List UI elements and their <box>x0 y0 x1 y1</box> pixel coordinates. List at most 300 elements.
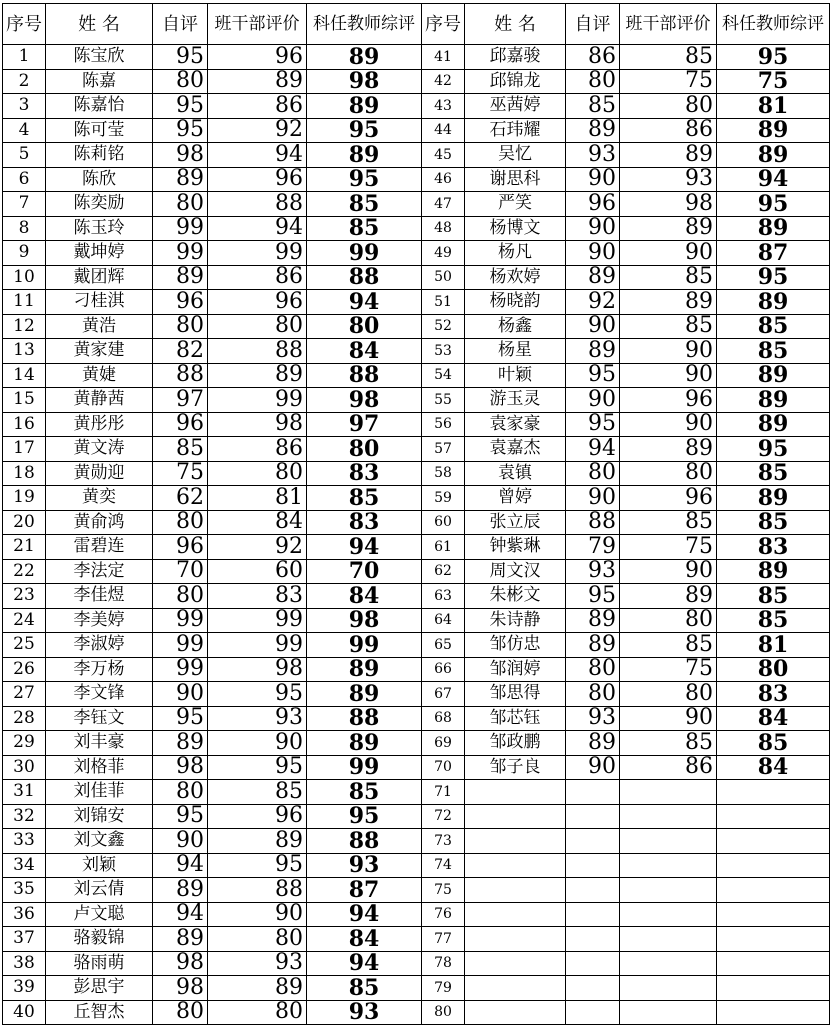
self-score-left: 99 <box>153 633 208 658</box>
teacher-score-right: 75 <box>717 69 830 94</box>
table-row <box>3 731 830 756</box>
teacher-score-left: 85 <box>307 780 422 805</box>
row-number-left: 37 <box>3 927 46 952</box>
row-number-right: 76 <box>422 902 465 927</box>
self-score-left: 95 <box>153 45 208 70</box>
row-number-right: 71 <box>422 780 465 805</box>
student-name-right: 张立辰 <box>465 510 566 535</box>
self-score-left: 90 <box>153 682 208 707</box>
self-score-left: 88 <box>153 363 208 388</box>
cadre-score-right: 75 <box>620 657 717 682</box>
self-score-right: 88 <box>566 510 620 535</box>
self-score-right <box>566 951 620 976</box>
teacher-score-right: 89 <box>717 216 830 241</box>
self-score-right: 89 <box>566 339 620 364</box>
cadre-score-right: 90 <box>620 559 717 584</box>
row-number-right: 60 <box>422 510 465 535</box>
cadre-score-left: 93 <box>208 706 307 731</box>
cadre-score-left: 88 <box>208 339 307 364</box>
self-score-left: 89 <box>153 878 208 903</box>
row-number-left: 39 <box>3 976 46 1001</box>
table-row <box>3 167 830 192</box>
teacher-score-right: 85 <box>717 584 830 609</box>
table-row <box>3 584 830 609</box>
teacher-score-left: 93 <box>307 1000 422 1025</box>
cadre-score-left: 96 <box>208 290 307 315</box>
teacher-score-right: 85 <box>717 608 830 633</box>
self-score-left: 70 <box>153 559 208 584</box>
student-name-left: 陈宝欣 <box>46 45 153 70</box>
self-score-right: 94 <box>566 437 620 462</box>
row-number-right: 55 <box>422 388 465 413</box>
header-cadre-left: 班干部评价 <box>208 4 307 45</box>
table-row <box>3 976 830 1001</box>
cadre-score-right: 85 <box>620 265 717 290</box>
teacher-score-right: 84 <box>717 755 830 780</box>
cadre-score-left: 86 <box>208 94 307 119</box>
cadre-score-right <box>620 902 717 927</box>
student-name-right <box>465 902 566 927</box>
row-number-left: 32 <box>3 804 46 829</box>
self-score-right: 95 <box>566 412 620 437</box>
cadre-score-left: 88 <box>208 878 307 903</box>
student-name-left: 李钰文 <box>46 706 153 731</box>
student-name-right <box>465 976 566 1001</box>
row-number-right: 49 <box>422 241 465 266</box>
cadre-score-left: 90 <box>208 731 307 756</box>
row-number-left: 31 <box>3 780 46 805</box>
cadre-score-left: 94 <box>208 216 307 241</box>
student-name-left: 骆雨萌 <box>46 951 153 976</box>
cadre-score-right <box>620 878 717 903</box>
self-score-right <box>566 829 620 854</box>
header-teacher-right: 科任教师综评 <box>717 4 830 45</box>
table-row <box>3 706 830 731</box>
teacher-score-right <box>717 927 830 952</box>
cadre-score-right: 89 <box>620 437 717 462</box>
row-number-left: 38 <box>3 951 46 976</box>
cadre-score-right: 89 <box>620 216 717 241</box>
student-name-right: 邹思得 <box>465 682 566 707</box>
row-number-right: 72 <box>422 804 465 829</box>
row-number-right: 73 <box>422 829 465 854</box>
student-name-right: 石玮耀 <box>465 118 566 143</box>
cadre-score-right: 96 <box>620 486 717 511</box>
teacher-score-left: 88 <box>307 265 422 290</box>
self-score-left: 96 <box>153 290 208 315</box>
self-score-right: 79 <box>566 535 620 560</box>
cadre-score-left: 60 <box>208 559 307 584</box>
self-score-left: 99 <box>153 241 208 266</box>
teacher-score-left: 87 <box>307 878 422 903</box>
teacher-score-left: 93 <box>307 853 422 878</box>
cadre-score-right <box>620 780 717 805</box>
row-number-right: 46 <box>422 167 465 192</box>
cadre-score-left: 92 <box>208 118 307 143</box>
table-row <box>3 94 830 119</box>
self-score-right: 90 <box>566 241 620 266</box>
teacher-score-right <box>717 976 830 1001</box>
teacher-score-right <box>717 902 830 927</box>
row-number-left: 30 <box>3 755 46 780</box>
cadre-score-right: 89 <box>620 584 717 609</box>
table-row <box>3 608 830 633</box>
self-score-right: 92 <box>566 290 620 315</box>
self-score-right: 90 <box>566 388 620 413</box>
self-score-right: 80 <box>566 657 620 682</box>
self-score-right: 86 <box>566 45 620 70</box>
row-number-left: 11 <box>3 290 46 315</box>
student-name-left: 戴团辉 <box>46 265 153 290</box>
teacher-score-right: 89 <box>717 388 830 413</box>
self-score-left: 80 <box>153 314 208 339</box>
teacher-score-left: 70 <box>307 559 422 584</box>
teacher-score-left: 99 <box>307 241 422 266</box>
self-score-right: 80 <box>566 461 620 486</box>
student-name-right <box>465 853 566 878</box>
student-name-right: 严笑 <box>465 192 566 217</box>
teacher-score-right: 83 <box>717 535 830 560</box>
row-number-right: 47 <box>422 192 465 217</box>
student-name-right: 杨凡 <box>465 241 566 266</box>
cadre-score-right: 96 <box>620 388 717 413</box>
teacher-score-right: 89 <box>717 412 830 437</box>
student-name-left: 刘颖 <box>46 853 153 878</box>
cadre-score-left: 96 <box>208 45 307 70</box>
self-score-right: 89 <box>566 118 620 143</box>
student-name-left: 黄奕 <box>46 486 153 511</box>
table-row <box>3 657 830 682</box>
row-number-right: 52 <box>422 314 465 339</box>
row-number-right: 41 <box>422 45 465 70</box>
self-score-left: 62 <box>153 486 208 511</box>
teacher-score-right: 89 <box>717 486 830 511</box>
table-row <box>3 192 830 217</box>
self-score-right: 89 <box>566 731 620 756</box>
teacher-score-right: 81 <box>717 633 830 658</box>
row-number-right: 65 <box>422 633 465 658</box>
table-row <box>3 118 830 143</box>
student-name-right: 杨博文 <box>465 216 566 241</box>
cadre-score-left: 90 <box>208 902 307 927</box>
teacher-score-right <box>717 853 830 878</box>
teacher-score-right: 85 <box>717 461 830 486</box>
self-score-right <box>566 878 620 903</box>
row-number-left: 3 <box>3 94 46 119</box>
student-name-right: 游玉灵 <box>465 388 566 413</box>
student-name-right: 邹仿忠 <box>465 633 566 658</box>
student-name-left: 卢文聪 <box>46 902 153 927</box>
table-row <box>3 69 830 94</box>
student-name-left: 李美婷 <box>46 608 153 633</box>
teacher-score-left: 84 <box>307 927 422 952</box>
teacher-score-right: 83 <box>717 682 830 707</box>
teacher-score-right: 81 <box>717 94 830 119</box>
cadre-score-left: 88 <box>208 192 307 217</box>
row-number-right: 66 <box>422 657 465 682</box>
table-row <box>3 241 830 266</box>
row-number-left: 8 <box>3 216 46 241</box>
teacher-score-left: 97 <box>307 412 422 437</box>
header-name-right: 姓 名 <box>465 4 566 45</box>
teacher-score-left: 98 <box>307 608 422 633</box>
teacher-score-right: 85 <box>717 339 830 364</box>
table-row <box>3 339 830 364</box>
self-score-left: 98 <box>153 143 208 168</box>
row-number-left: 19 <box>3 486 46 511</box>
cadre-score-left: 99 <box>208 241 307 266</box>
teacher-score-right <box>717 1000 830 1025</box>
cadre-score-right: 85 <box>620 510 717 535</box>
self-score-left: 82 <box>153 339 208 364</box>
self-score-left: 97 <box>153 388 208 413</box>
student-name-left: 黄俞鸿 <box>46 510 153 535</box>
teacher-score-left: 80 <box>307 437 422 462</box>
student-name-right: 袁镇 <box>465 461 566 486</box>
teacher-score-left: 95 <box>307 804 422 829</box>
student-name-left: 李佳煜 <box>46 584 153 609</box>
cadre-score-right: 86 <box>620 118 717 143</box>
student-name-left: 陈奕励 <box>46 192 153 217</box>
row-number-left: 4 <box>3 118 46 143</box>
row-number-right: 70 <box>422 755 465 780</box>
cadre-score-right: 89 <box>620 143 717 168</box>
row-number-left: 16 <box>3 412 46 437</box>
row-number-right: 56 <box>422 412 465 437</box>
self-score-left: 89 <box>153 731 208 756</box>
self-score-right <box>566 927 620 952</box>
teacher-score-left: 94 <box>307 535 422 560</box>
student-name-right: 邱嘉骏 <box>465 45 566 70</box>
teacher-score-right <box>717 878 830 903</box>
teacher-score-right: 89 <box>717 363 830 388</box>
row-number-right: 69 <box>422 731 465 756</box>
student-name-left: 彭思宇 <box>46 976 153 1001</box>
cadre-score-left: 84 <box>208 510 307 535</box>
cadre-score-left: 98 <box>208 657 307 682</box>
table-row <box>3 780 830 805</box>
cadre-score-left: 89 <box>208 829 307 854</box>
self-score-right: 90 <box>566 314 620 339</box>
cadre-score-left: 99 <box>208 388 307 413</box>
table-row <box>3 412 830 437</box>
teacher-score-right: 85 <box>717 314 830 339</box>
table-row <box>3 486 830 511</box>
student-name-right: 巫茜婷 <box>465 94 566 119</box>
table-row <box>3 314 830 339</box>
teacher-score-left: 88 <box>307 706 422 731</box>
table-row <box>3 682 830 707</box>
table-row <box>3 216 830 241</box>
teacher-score-right <box>717 829 830 854</box>
student-name-right: 杨晓韵 <box>465 290 566 315</box>
row-number-right: 78 <box>422 951 465 976</box>
row-number-right: 48 <box>422 216 465 241</box>
self-score-right <box>566 902 620 927</box>
row-number-left: 36 <box>3 902 46 927</box>
evaluation-table <box>2 3 830 1025</box>
row-number-right: 61 <box>422 535 465 560</box>
row-number-right: 68 <box>422 706 465 731</box>
teacher-score-right: 89 <box>717 143 830 168</box>
self-score-right: 89 <box>566 633 620 658</box>
self-score-left: 99 <box>153 608 208 633</box>
student-name-right: 杨星 <box>465 339 566 364</box>
cadre-score-left: 95 <box>208 682 307 707</box>
student-name-right <box>465 951 566 976</box>
student-name-left: 李法定 <box>46 559 153 584</box>
cadre-score-left: 83 <box>208 584 307 609</box>
row-number-right: 67 <box>422 682 465 707</box>
row-number-right: 43 <box>422 94 465 119</box>
header-self-left: 自评 <box>153 4 208 45</box>
student-name-right <box>465 1000 566 1025</box>
teacher-score-left: 84 <box>307 339 422 364</box>
row-number-right: 59 <box>422 486 465 511</box>
student-name-right <box>465 780 566 805</box>
self-score-left: 89 <box>153 927 208 952</box>
row-number-right: 77 <box>422 927 465 952</box>
header-no-right: 序号 <box>422 4 465 45</box>
self-score-right <box>566 853 620 878</box>
cadre-score-right <box>620 853 717 878</box>
teacher-score-left: 99 <box>307 633 422 658</box>
self-score-left: 96 <box>153 412 208 437</box>
teacher-score-left: 85 <box>307 216 422 241</box>
row-number-left: 14 <box>3 363 46 388</box>
self-score-right <box>566 1000 620 1025</box>
self-score-right: 80 <box>566 682 620 707</box>
header-name-left: 姓 名 <box>46 4 153 45</box>
cadre-score-left: 80 <box>208 314 307 339</box>
table-row <box>3 437 830 462</box>
teacher-score-right: 85 <box>717 731 830 756</box>
student-name-left: 黄浩 <box>46 314 153 339</box>
cadre-score-right: 80 <box>620 682 717 707</box>
header-no-left: 序号 <box>3 4 46 45</box>
table-row <box>3 510 830 535</box>
row-number-right: 62 <box>422 559 465 584</box>
header-teacher-left: 科任教师综评 <box>307 4 422 45</box>
student-name-left: 李文锋 <box>46 682 153 707</box>
teacher-score-left: 89 <box>307 682 422 707</box>
row-number-right: 51 <box>422 290 465 315</box>
cadre-score-right: 80 <box>620 94 717 119</box>
teacher-score-left: 85 <box>307 192 422 217</box>
row-number-left: 1 <box>3 45 46 70</box>
row-number-left: 6 <box>3 167 46 192</box>
teacher-score-right: 84 <box>717 706 830 731</box>
self-score-right: 95 <box>566 363 620 388</box>
teacher-score-left: 89 <box>307 94 422 119</box>
student-name-left: 戴坤婷 <box>46 241 153 266</box>
student-name-right <box>465 829 566 854</box>
teacher-score-left: 94 <box>307 290 422 315</box>
student-name-left: 刘文鑫 <box>46 829 153 854</box>
student-name-left: 雷碧连 <box>46 535 153 560</box>
self-score-right: 90 <box>566 216 620 241</box>
table-row <box>3 45 830 70</box>
header-self-right: 自评 <box>566 4 620 45</box>
row-number-right: 58 <box>422 461 465 486</box>
self-score-right: 93 <box>566 559 620 584</box>
table-row <box>3 290 830 315</box>
cadre-score-left: 96 <box>208 167 307 192</box>
student-name-right: 朱彬文 <box>465 584 566 609</box>
row-number-right: 57 <box>422 437 465 462</box>
self-score-left: 80 <box>153 1000 208 1025</box>
table-row <box>3 829 830 854</box>
student-name-right: 邹芯钰 <box>465 706 566 731</box>
table-row <box>3 143 830 168</box>
cadre-score-right: 98 <box>620 192 717 217</box>
row-number-right: 42 <box>422 69 465 94</box>
student-name-right: 钟紫琳 <box>465 535 566 560</box>
student-name-left: 黄勋迎 <box>46 461 153 486</box>
teacher-score-right: 85 <box>717 510 830 535</box>
row-number-right: 45 <box>422 143 465 168</box>
self-score-left: 94 <box>153 902 208 927</box>
self-score-left: 80 <box>153 780 208 805</box>
teacher-score-right: 89 <box>717 290 830 315</box>
student-name-right: 袁嘉杰 <box>465 437 566 462</box>
teacher-score-right: 80 <box>717 657 830 682</box>
teacher-score-left: 89 <box>307 143 422 168</box>
cadre-score-left: 80 <box>208 927 307 952</box>
teacher-score-right: 95 <box>717 265 830 290</box>
self-score-left: 89 <box>153 265 208 290</box>
row-number-right: 50 <box>422 265 465 290</box>
student-name-left: 黄婕 <box>46 363 153 388</box>
row-number-left: 29 <box>3 731 46 756</box>
student-name-right: 袁家豪 <box>465 412 566 437</box>
teacher-score-left: 84 <box>307 584 422 609</box>
cadre-score-right: 75 <box>620 69 717 94</box>
teacher-score-left: 95 <box>307 167 422 192</box>
self-score-left: 98 <box>153 951 208 976</box>
row-number-left: 13 <box>3 339 46 364</box>
self-score-left: 94 <box>153 853 208 878</box>
self-score-left: 90 <box>153 829 208 854</box>
row-number-left: 23 <box>3 584 46 609</box>
row-number-right: 80 <box>422 1000 465 1025</box>
student-name-right: 杨欢婷 <box>465 265 566 290</box>
student-name-right <box>465 927 566 952</box>
student-name-left: 刘锦安 <box>46 804 153 829</box>
self-score-left: 95 <box>153 706 208 731</box>
teacher-score-right: 89 <box>717 118 830 143</box>
table-row <box>3 927 830 952</box>
cadre-score-right <box>620 829 717 854</box>
cadre-score-left: 89 <box>208 976 307 1001</box>
self-score-left: 99 <box>153 216 208 241</box>
teacher-score-right: 95 <box>717 192 830 217</box>
self-score-left: 75 <box>153 461 208 486</box>
row-number-left: 10 <box>3 265 46 290</box>
self-score-left: 95 <box>153 118 208 143</box>
row-number-right: 74 <box>422 853 465 878</box>
table-row <box>3 461 830 486</box>
self-score-left: 95 <box>153 94 208 119</box>
row-number-left: 27 <box>3 682 46 707</box>
teacher-score-left: 99 <box>307 755 422 780</box>
self-score-left: 80 <box>153 510 208 535</box>
teacher-score-right <box>717 804 830 829</box>
student-name-right: 周文汉 <box>465 559 566 584</box>
cadre-score-right: 85 <box>620 314 717 339</box>
cadre-score-right: 85 <box>620 45 717 70</box>
cadre-score-right: 90 <box>620 339 717 364</box>
